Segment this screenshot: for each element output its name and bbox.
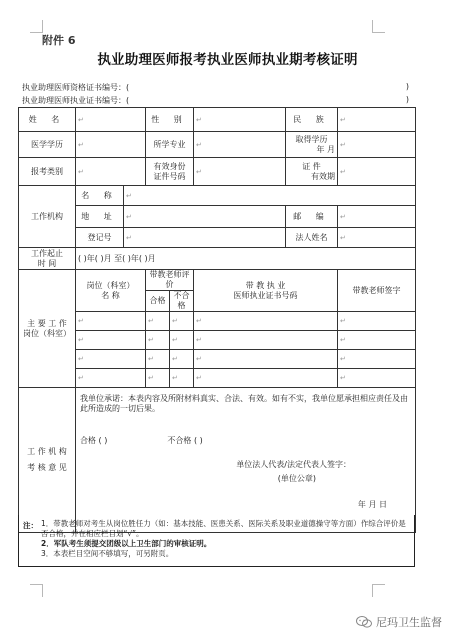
position-row-cert[interactable]: ↵	[194, 369, 338, 388]
cert-line-practice[interactable]	[22, 95, 417, 106]
wechat-icon	[356, 616, 372, 628]
id-field[interactable]: ↵	[194, 158, 286, 186]
postcode-field[interactable]: ↵	[338, 206, 416, 228]
position-row-dept[interactable]: ↵	[76, 312, 146, 331]
watermark	[356, 614, 442, 630]
attachment-label: 附件 6	[42, 34, 76, 47]
position-row-dept[interactable]: ↵	[76, 350, 146, 369]
position-row-fail[interactable]: ↵	[170, 369, 194, 388]
org-label: 工作机构	[19, 186, 76, 248]
degree-date-label: 取得学历 年 月	[286, 132, 338, 158]
legal-rep-label: 法人姓名	[286, 228, 338, 248]
position-row-dept[interactable]: ↵	[76, 331, 146, 350]
signature-line[interactable]: 单位法人代表/法定代表人签字：	[236, 460, 352, 469]
id-label: 有效身份 证件号码	[146, 158, 194, 186]
page-title: 执业助理医师报考执业医师执业期考核证明	[97, 52, 358, 68]
review-label: 工 作 机 构 考 核 意 见	[19, 388, 76, 533]
name-label: 姓 名	[19, 108, 76, 132]
notes-label: 注：	[23, 521, 38, 530]
degree-date-field[interactable]: ↵	[338, 132, 416, 158]
reg-no-field[interactable]: ↵	[124, 228, 286, 248]
crop-mark-bottom-left	[30, 584, 43, 597]
cert-validity-field[interactable]: ↵	[338, 158, 416, 186]
postcode-label: 邮 编	[286, 206, 338, 228]
seal-line: (单位公章)	[277, 474, 317, 483]
fail-option[interactable]: 不合格 ( )	[167, 436, 203, 445]
position-row-sign[interactable]: ↵	[338, 312, 416, 331]
col-teacher-cert-header: 带 教 执 业 医师执业证书号码	[194, 270, 338, 312]
work-period-label: 工作起止 时 间	[19, 248, 76, 270]
name-field[interactable]: ↵	[76, 108, 146, 132]
cert-line-label: 执业助理医师执业证书编号：(	[22, 96, 130, 105]
address-label: 地 址	[76, 206, 124, 228]
note-item-1: 1．带教老师对考生从岗位胜任力（如：基本技能、医患关系、医际关系及职业道德操守等方面）作综合评价是否合格，并在相应栏目划“√”。	[41, 519, 406, 539]
position-label: 主 要 工 作 岗位（科室）	[19, 270, 76, 388]
cert-line-qualification[interactable]	[22, 82, 417, 93]
position-row-cert[interactable]: ↵	[194, 350, 338, 369]
pass-option[interactable]: 合格 ( )	[80, 436, 108, 445]
position-row-pass[interactable]: ↵	[146, 331, 170, 350]
col-pass-header: 合格	[146, 291, 170, 312]
col-eval-header: 带教老师评价	[146, 270, 194, 291]
position-row-fail[interactable]: ↵	[170, 331, 194, 350]
position-row-pass[interactable]: ↵	[146, 369, 170, 388]
major-label: 所学专业	[146, 132, 194, 158]
position-row-sign[interactable]: ↵	[338, 350, 416, 369]
org-name-field[interactable]: ↵	[124, 186, 416, 206]
col-teacher-sign-header: 带教老师签字	[338, 270, 416, 312]
gender-field[interactable]: ↵	[194, 108, 286, 132]
education-field[interactable]: ↵	[76, 132, 146, 158]
assessment-form-table	[18, 107, 416, 533]
reg-no-label: 登记号	[76, 228, 124, 248]
note-item-3: 3．本表栏目空间不够填写，可另附页。	[41, 549, 174, 559]
legal-rep-field[interactable]: ↵	[338, 228, 416, 248]
position-row-fail[interactable]: ↵	[170, 350, 194, 369]
crop-mark-top-right	[372, 20, 385, 33]
exam-type-field[interactable]: ↵	[76, 158, 146, 186]
date-line[interactable]: 年 月 日	[357, 500, 388, 509]
col-fail-header: 不合格	[170, 291, 194, 312]
gender-label: 性 别	[146, 108, 194, 132]
crop-mark-bottom-right	[372, 584, 385, 597]
education-label: 医学学历	[19, 132, 76, 158]
watermark-text: 尼玛卫生监督	[376, 616, 442, 629]
cert-validity-label: 证 件 有效期	[286, 158, 338, 186]
position-row-cert[interactable]: ↵	[194, 331, 338, 350]
position-row-fail[interactable]: ↵	[170, 312, 194, 331]
notes-section	[18, 515, 415, 567]
work-period-field[interactable]: ( )年( )月 至( )年( )月	[76, 248, 416, 270]
position-row-cert[interactable]: ↵	[194, 312, 338, 331]
ethnic-label: 民 族	[286, 108, 338, 132]
cert-line-label: 执业助理医师资格证书编号：(	[22, 83, 130, 92]
col-dept-header: 岗位（科室） 名 称	[76, 270, 146, 312]
position-row-dept[interactable]: ↵	[76, 369, 146, 388]
review-result-row	[80, 436, 411, 446]
exam-type-label: 报考类别	[19, 158, 76, 186]
position-row-pass[interactable]: ↵	[146, 350, 170, 369]
org-name-label: 名 称	[76, 186, 124, 206]
cert-line-close: )	[405, 95, 409, 104]
major-field[interactable]: ↵	[194, 132, 286, 158]
cert-line-close: )	[405, 82, 409, 91]
note-item-2: 2．军队考生须提交团级以上卫生部门的审核证明。	[41, 539, 212, 549]
review-promise-cell[interactable]	[76, 388, 416, 533]
position-row-sign[interactable]: ↵	[338, 369, 416, 388]
position-row-pass[interactable]: ↵	[146, 312, 170, 331]
ethnic-field[interactable]: ↵	[338, 108, 416, 132]
address-field[interactable]: ↵	[124, 206, 286, 228]
promise-text: 我单位承诺：本表内容及所附材料真实、合法、有效。如有不实，我单位愿承担相应责任及由此所造成的一切后果。	[80, 394, 408, 413]
position-row-sign[interactable]: ↵	[338, 331, 416, 350]
